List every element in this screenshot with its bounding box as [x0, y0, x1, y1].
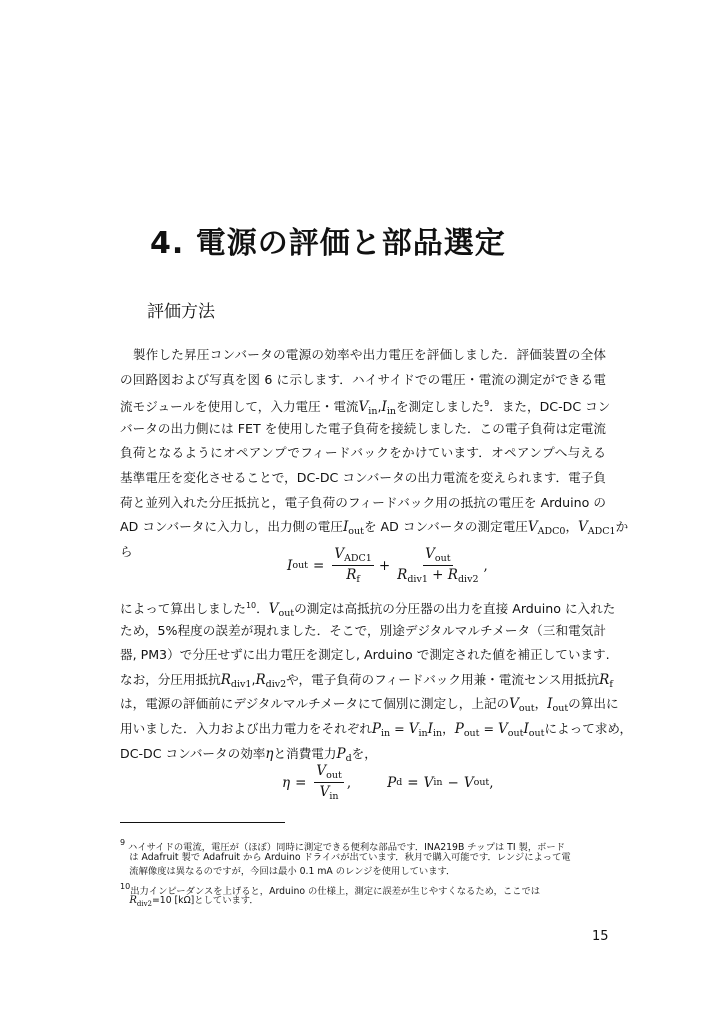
text-line [120, 466, 606, 491]
text-run: = [390, 720, 409, 736]
text-line [120, 692, 619, 717]
text-run: ， [442, 720, 455, 736]
text-run: や，電子負荷のフィードバック用兼・電流センス用抵抗 [286, 671, 600, 687]
math-variable: $R_f$ [599, 671, 613, 690]
text-run: ． [256, 601, 269, 616]
math-variable: $R_{div2}$ [129, 895, 152, 909]
text-run: なお，分圧用抵抗 [120, 671, 221, 687]
math-variable: $V_{ADC0}$ [527, 519, 566, 538]
chapter-title: 4. 電源の評価と部品選定 [150, 226, 506, 261]
equation-efficiency: η = $\frac{V_{out}}{V_{in}}$ , P d = V in − V out , [282, 763, 494, 802]
text-run: バータの出力側には FET を使用した電子負荷を接続しました．この電子負荷は定電流 [120, 420, 606, 436]
footnote-line [120, 851, 610, 866]
text-run: か [615, 519, 629, 535]
text-run: 流モジュールを使用して，入力電圧・電流 [120, 399, 359, 415]
text-line [120, 491, 606, 516]
math-variable: $I_{in}$ [381, 399, 396, 418]
text-line [120, 368, 606, 393]
math-variable: $V_{ADC1}$ [578, 519, 616, 538]
text-run: の測定は高抵抗の分圧器の出力を直接 Arduino に入れた [294, 601, 616, 616]
math-variable: $I_{out}$ [523, 720, 545, 739]
math-variable: $V_{out}$ [498, 720, 524, 739]
math-variable: $I_{in}$ [427, 720, 443, 739]
text-run: の算出に [568, 696, 619, 712]
text-run [120, 895, 129, 906]
paragraph-1 [120, 343, 629, 564]
math-variable: $V_{in}$ [408, 720, 428, 739]
text-run: 製作した昇圧コンバータの電源の効率や出力電圧を評価しました．評価装置の全体 [120, 347, 606, 362]
text-run: 流解像度は異なるのですが，今回は最小 0.1 mA のレンジを使用しています． [120, 866, 456, 878]
footnote-ref[interactable]: 10 [245, 601, 257, 610]
text-run: ハイサイドの電流，電圧が（ほぼ）同時に測定できる便利な部品です．INA219B チップは TI 製，ボード [125, 842, 566, 853]
text-line [120, 392, 611, 418]
text-run: 負荷となるようにオペアンプでフィードバックをかけています．オペアンプへ与える [120, 445, 606, 461]
text-run: を測定しました [395, 399, 485, 415]
text-run: , [251, 671, 256, 687]
text-run: 基準電圧を変化させることで，DC-DC コンバータの出力電流を変えられます．電子負 [120, 469, 606, 485]
text-run: を AD コンバータの測定電圧 [363, 519, 528, 535]
text-line [120, 515, 629, 540]
text-run: 器, PM3）で分圧せずに出力電圧を測定し, Arduino で測定された値を補正しています. [120, 647, 610, 663]
page-number: 15 [592, 929, 609, 944]
text-run: によって求め， [544, 720, 633, 736]
text-line [120, 594, 616, 619]
text-run: と消費電力 [273, 745, 337, 761]
text-run: は Adafruit 製で Adafruit から Arduino ドライバが出ています．秋月で購入可能です．レンジによって電 [120, 851, 571, 863]
footnote-line [120, 880, 610, 895]
text-run: , [377, 399, 382, 415]
math-variable: $R_{div1}$ [220, 671, 252, 690]
text-line [120, 343, 606, 368]
text-line [120, 643, 610, 668]
text-run: ， [565, 519, 579, 535]
math-variable: $I_{out}$ [547, 696, 569, 715]
text-run: 用いました．入力および出力電力をそれぞれ [120, 720, 372, 736]
footnote-ref[interactable]: 9 [484, 399, 490, 409]
text-run: ら [120, 543, 133, 559]
footnote-line [120, 865, 610, 880]
text-line [120, 441, 606, 466]
math-variable: $P_{out}$ [454, 720, 480, 739]
text-run: 出力インピーダンスを上げると，Arduino の仕様上，測定に誤差が生じやすくなるため，ここでは [130, 885, 541, 897]
text-line [120, 668, 613, 693]
text-line [120, 417, 606, 442]
footnote-ref[interactable]: 9 [120, 838, 126, 847]
text-run: ため，5%程度の誤差が現れました．そこで，別途デジタルマルチメータ（三和電気計 [120, 622, 606, 638]
text-run: の回路図および写真を図 6 に示します．ハイサイドでの電圧・電流の測定ができる電 [120, 371, 606, 387]
section-heading: 評価方法 [147, 302, 215, 322]
footnote-line [120, 836, 610, 851]
footnote-divider [120, 822, 285, 823]
footnote-ref[interactable]: 10 [120, 881, 131, 891]
math-variable: $V_{in}$ [358, 399, 378, 418]
text-run: は，電源の評価前にデジタルマルチメータにて個別に測定し，上記の [120, 696, 510, 712]
footnotes [120, 836, 610, 909]
text-run: を， [351, 745, 377, 761]
text-run: AD コンバータに入力し，出力側の電圧 [120, 519, 343, 535]
text-run: =10 [kΩ]としています． [151, 895, 259, 907]
text-run: ．また，DC-DC コン [489, 399, 611, 415]
equation-iout: I out = $\frac{V_{ADC1}}{R_f}$ + $\frac{V_{out}}{R_{div1} + R_{div2}}$ , [287, 546, 488, 585]
math-variable: $V_{out}$ [268, 601, 295, 619]
text-line [120, 619, 606, 644]
math-variable: $I_{out}$ [342, 519, 364, 538]
text-run: ， [534, 696, 548, 712]
text-run: DC-DC コンバータの効率 [120, 745, 266, 761]
text-line [120, 717, 633, 742]
text-run: によって算出しました [120, 601, 246, 616]
text-run: 荷と並列入れた分圧抵抗と，電子負荷のフィードバック用の抵抗の電圧を Arduino の [120, 494, 606, 510]
math-variable: $R_{div2}$ [255, 671, 287, 690]
math-variable: $P_d$ [336, 745, 352, 764]
paragraph-2 [120, 594, 633, 766]
math-variable: $V_{out}$ [509, 696, 535, 715]
text-run: = [479, 720, 499, 736]
math-variable: $P_{in}$ [371, 720, 391, 739]
math-variable: η [265, 745, 274, 762]
